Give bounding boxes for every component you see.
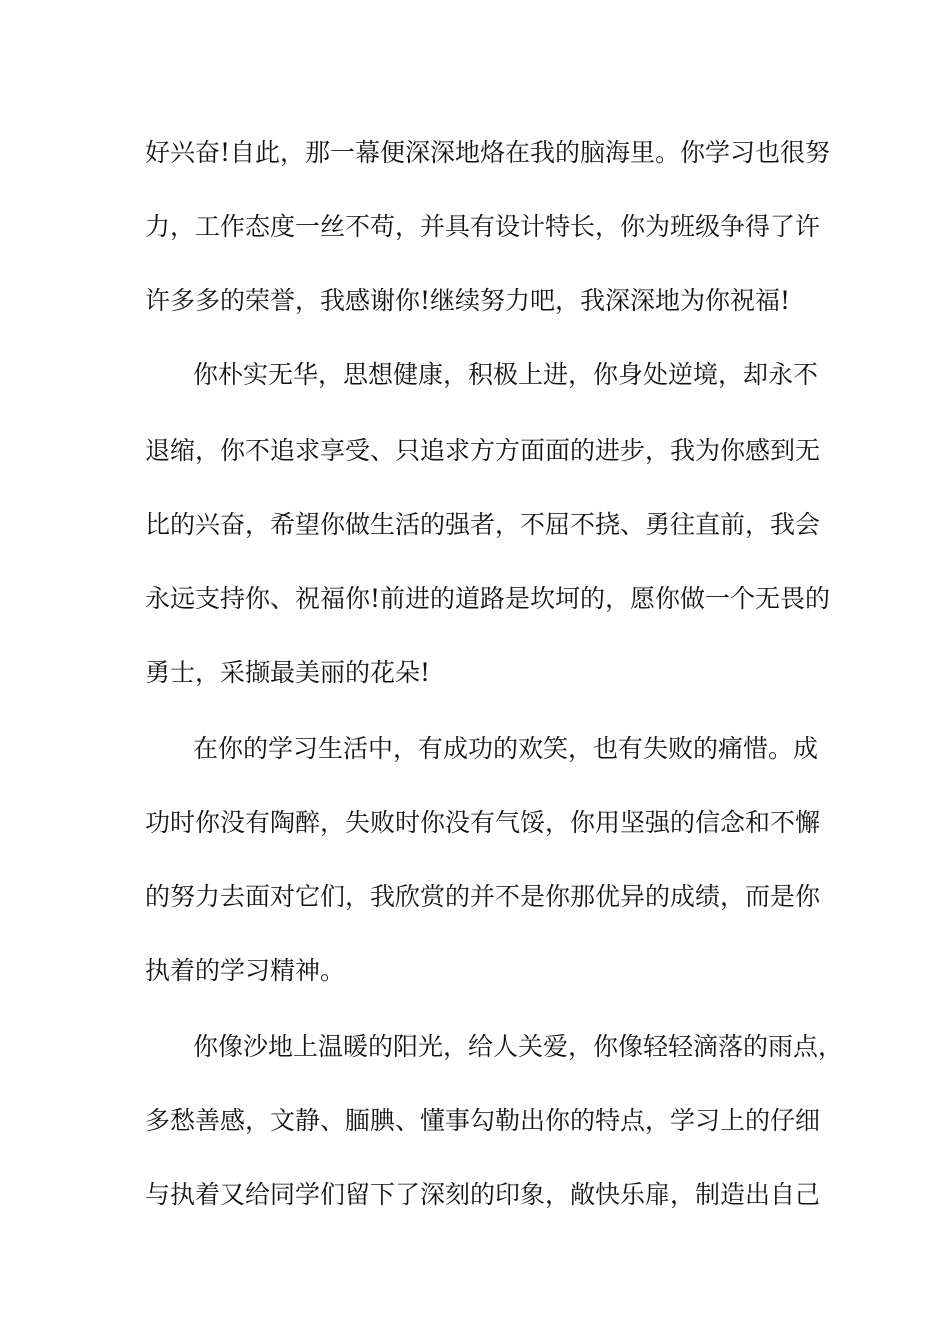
paragraph-2-line-2: 退缩，你不追求享受、只追求方方面面的进步，我为你感到无 — [145, 436, 821, 465]
paragraph-2-line-1: 你朴实无华，思想健康，积极上进，你身处逆境，却永不 — [193, 360, 819, 389]
paragraph-4-line-2: 多愁善感，文静、腼腆、懂事勾勒出你的特点，学习上的仔细 — [145, 1106, 821, 1135]
paragraph-4-line-1: 你像沙地上温暖的阳光，给人关爱，你像轻轻滴落的雨点， — [193, 1032, 844, 1061]
paragraph-2-line-4: 永远支持你、祝福你!前进的道路是坎坷的，愿你做一个无畏的 — [145, 584, 831, 613]
paragraph-3-line-2: 功时你没有陶醉，失败时你没有气馁，你用坚强的信念和不懈 — [145, 808, 821, 837]
paragraph-1-line-1: 好兴奋!自此，那一幕便深深地烙在我的脑海里。你学习也很努 — [145, 138, 831, 167]
paragraph-3-line-3: 的努力去面对它们，我欣赏的并不是你那优异的成绩，而是你 — [145, 882, 821, 911]
paragraph-3-line-1: 在你的学习生活中，有成功的欢笑，也有失败的痛惜。成 — [193, 734, 819, 763]
paragraph-1-line-3: 许多多的荣誉，我感谢你!继续努力吧，我深深地为你祝福! — [145, 286, 791, 315]
paragraph-2-line-5: 勇士，采撷最美丽的花朵! — [145, 658, 431, 687]
paragraph-4-line-3: 与执着又给同学们留下了深刻的印象，敞快乐扉，制造出自己 — [145, 1180, 821, 1209]
paragraph-1-line-2: 力，工作态度一丝不苟，并具有设计特长，你为班级争得了许 — [145, 212, 821, 241]
paragraph-2-line-3: 比的兴奋，希望你做生活的强者，不屈不挠、勇往直前，我会 — [145, 510, 821, 539]
paragraph-3-line-4: 执着的学习精神。 — [145, 956, 346, 985]
